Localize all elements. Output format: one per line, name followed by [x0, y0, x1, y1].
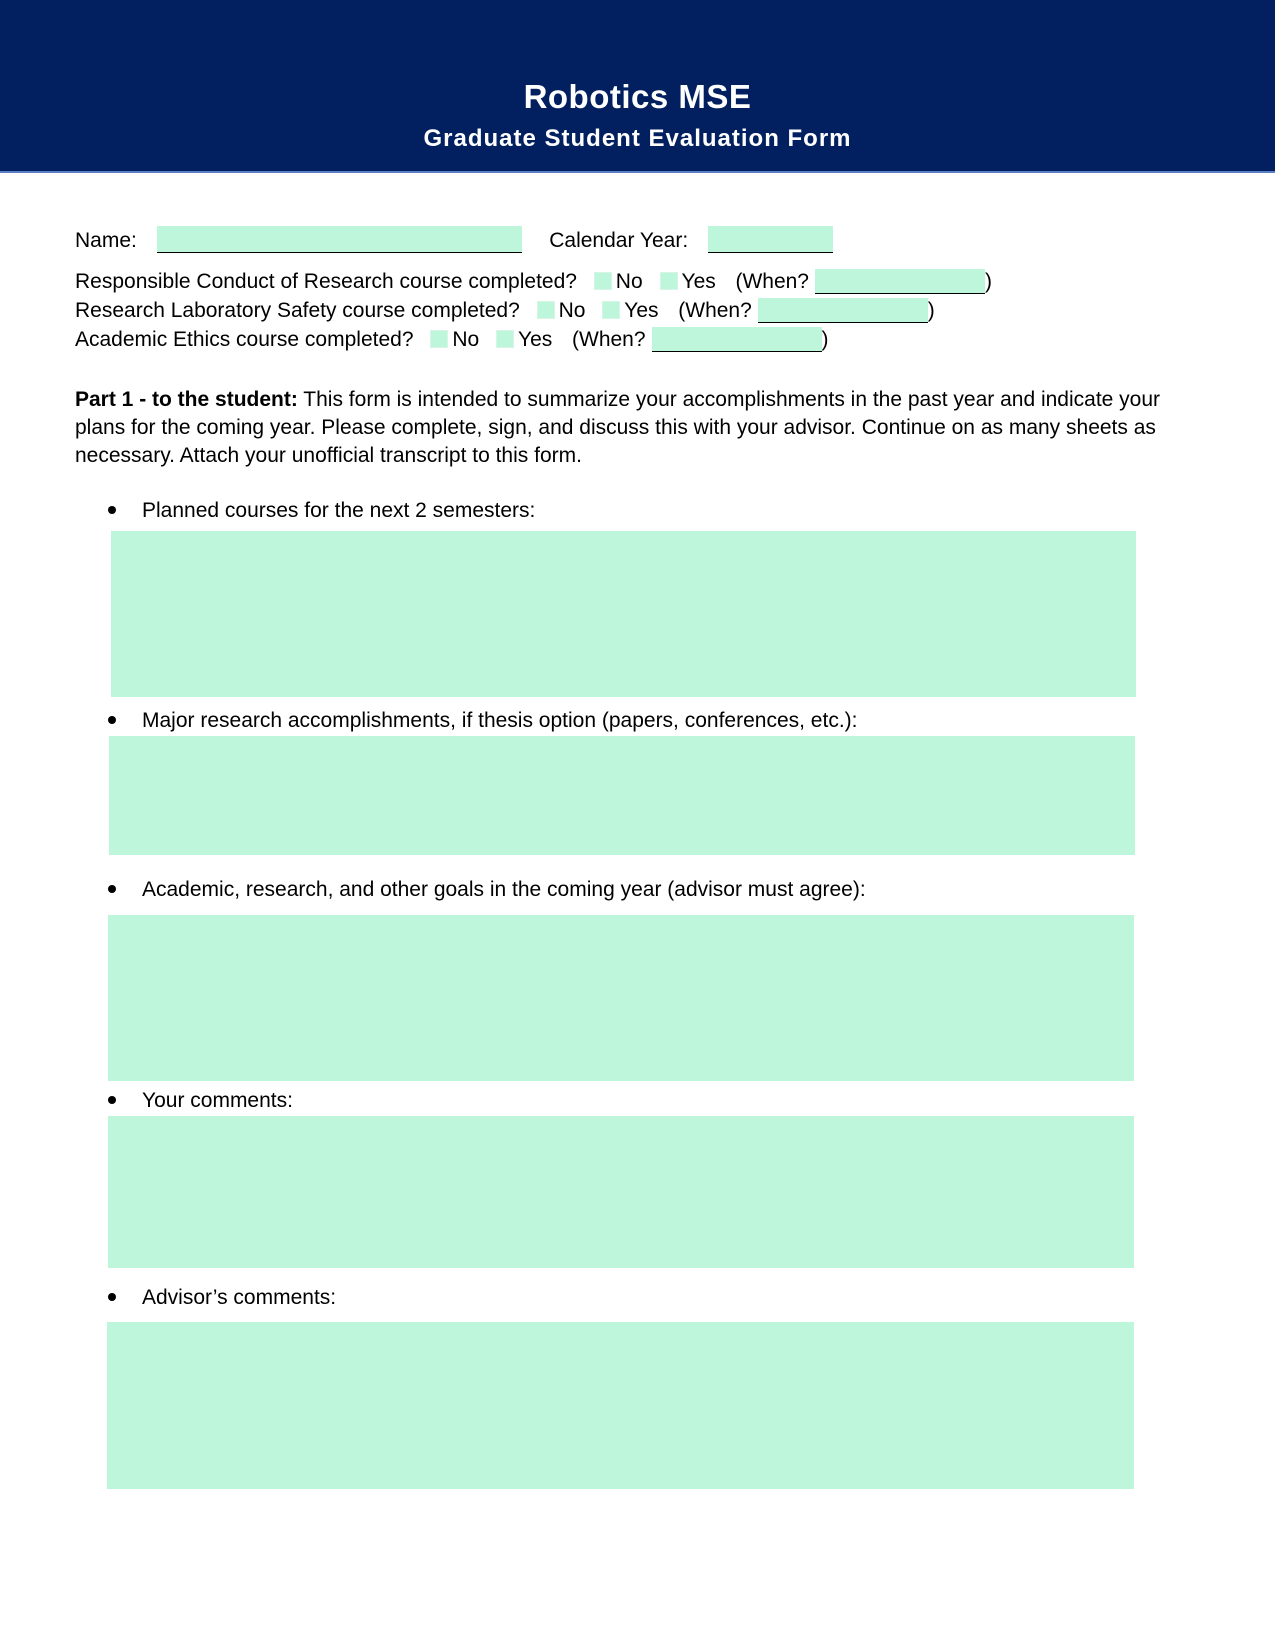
when-field[interactable]: [758, 298, 928, 323]
name-label: Name:: [75, 229, 137, 252]
bullet-icon: [108, 716, 116, 724]
no-label: No: [452, 328, 480, 351]
course-question: Research Laboratory Safety course completed?: [75, 299, 520, 322]
when-close: ): [927, 299, 935, 322]
calendar-year-label: Calendar Year:: [549, 229, 689, 252]
advisor-comments-textarea[interactable]: [107, 1322, 1134, 1489]
no-checkbox[interactable]: [429, 329, 449, 349]
course-row-ethics: [75, 326, 829, 354]
part1-heading: Part 1 - to the student:: [75, 388, 298, 411]
section-label: Academic, research, and other goals in the coming year (advisor must agree):: [142, 878, 866, 901]
calendar-year-field[interactable]: [708, 226, 833, 253]
yes-checkbox[interactable]: [495, 329, 515, 349]
section-your-comments: [108, 1087, 293, 1115]
bullet-icon: [108, 506, 116, 514]
no-checkbox[interactable]: [536, 300, 556, 320]
when-label: (When?: [735, 270, 809, 293]
section-advisor-comments: [108, 1284, 336, 1312]
section-label: Planned courses for the next 2 semesters:: [142, 499, 536, 522]
form-subtitle: Graduate Student Evaluation Form: [423, 125, 852, 152]
section-label: Advisor’s comments:: [142, 1286, 337, 1309]
no-label: No: [558, 299, 586, 322]
when-field[interactable]: [815, 269, 985, 294]
when-close: ): [821, 328, 829, 351]
when-close: ): [984, 270, 992, 293]
course-row-rcr: [75, 268, 992, 296]
when-label: (When?: [678, 299, 752, 322]
bullet-icon: [108, 1293, 116, 1301]
section-goals: [108, 876, 866, 904]
yes-checkbox[interactable]: [659, 271, 679, 291]
header-banner: [0, 0, 1275, 173]
your-comments-textarea[interactable]: [108, 1116, 1134, 1268]
bullet-icon: [108, 885, 116, 893]
section-research-accomplishments: [108, 707, 857, 735]
when-label: (When?: [572, 328, 646, 351]
part1-instructions: [75, 386, 1190, 470]
section-label: Major research accomplishments, if thesis option (papers, conferences, etc.):: [142, 709, 858, 732]
yes-label: Yes: [518, 328, 553, 351]
course-question: Academic Ethics course completed?: [75, 328, 414, 351]
section-planned-courses: [108, 497, 535, 525]
when-field[interactable]: [652, 327, 822, 352]
no-label: No: [615, 270, 643, 293]
bullet-icon: [108, 1096, 116, 1104]
research-accomplishments-textarea[interactable]: [109, 736, 1135, 855]
part1-text: This form is intended to summarize your accomplishments in the past year and indicate your plans for the coming year. Please complete, sign, and discuss this with your advisor. Continue on as many sheets as necessary. Attach your unofficial transcript to this form.: [75, 388, 1161, 467]
section-label: Your comments:: [142, 1089, 293, 1112]
name-field[interactable]: [157, 226, 522, 253]
no-checkbox[interactable]: [593, 271, 613, 291]
yes-label: Yes: [681, 270, 716, 293]
goals-textarea[interactable]: [108, 915, 1134, 1081]
course-row-lab-safety: [75, 297, 935, 325]
name-row: [75, 226, 833, 255]
course-question: Responsible Conduct of Research course completed?: [75, 270, 577, 293]
planned-courses-textarea[interactable]: [111, 531, 1136, 697]
yes-label: Yes: [624, 299, 659, 322]
form-title: Robotics MSE: [523, 78, 752, 115]
yes-checkbox[interactable]: [601, 300, 621, 320]
